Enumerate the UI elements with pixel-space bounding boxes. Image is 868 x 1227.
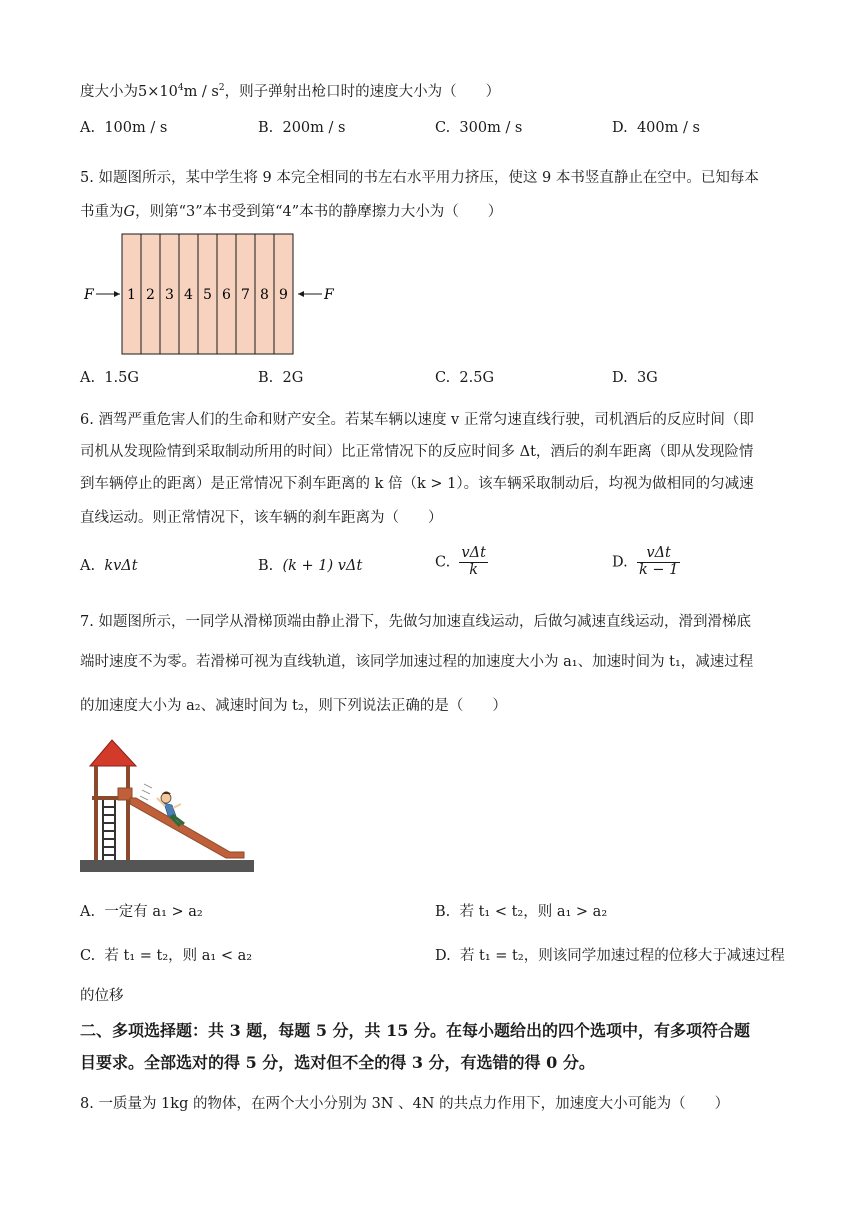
motion-lines (140, 784, 152, 800)
q6-stem-line-1: 6. 酒驾严重危害人们的生命和财产安全。若某车辆以速度 v 正常匀速直线行驶，司机酒后的反应时间（即 (80, 412, 754, 428)
option-letter: B. (258, 120, 274, 136)
book-label: 8 (260, 287, 269, 303)
option-text: 200m / s (282, 120, 346, 136)
q6-stem-line-3: 到车辆停止的距离）是正常情况下刹车距离的 k 倍（k > 1）。该车辆采取制动后，均视为做相同的匀减速 (80, 476, 754, 492)
q6-option-a[interactable] (80, 558, 138, 574)
q8-stem: 8. 一质量为 1kg 的物体，在两个大小分别为 3N 、4N 的共点力作用下，加速度大小可能为（ ） (80, 1096, 730, 1112)
force-label-left: F (84, 287, 94, 303)
slide-roof (90, 740, 136, 766)
option-text: 一定有 a₁ > a₂ (104, 904, 203, 920)
option-letter: A. (80, 558, 96, 574)
fraction (637, 546, 680, 579)
slide-post-left (94, 766, 98, 860)
option-letter: A. (80, 120, 96, 136)
option-letter: B. (435, 904, 451, 920)
fraction-denominator: k − 1 (638, 561, 679, 578)
option-letter: C. (80, 948, 96, 964)
option-text: 若 t₁ = t₂，则 a₁ < a₂ (104, 948, 253, 964)
option-text: (k + 1) vΔt (282, 558, 363, 574)
book-label: 5 (203, 287, 212, 303)
option-text: 3G (636, 370, 658, 386)
q6-option-b[interactable] (258, 558, 362, 574)
book-label: 9 (279, 287, 288, 303)
q4-text-prefix: 度大小为 (80, 84, 138, 100)
q7-option-d-continuation: 的位移 (80, 988, 124, 1004)
slide-surface (130, 798, 244, 858)
option-letter: D. (612, 554, 628, 571)
option-text: 2G (282, 370, 304, 386)
q7-option-c[interactable] (80, 944, 252, 965)
fraction (459, 546, 488, 579)
option-text: 2.5G (459, 370, 495, 386)
q5-option-d[interactable] (612, 370, 658, 386)
book-label: 6 (222, 287, 231, 303)
option-text: 若 t₁ < t₂，则 a₁ > a₂ (459, 904, 608, 920)
q7-option-d[interactable] (435, 944, 785, 965)
option-text: 1.5G (104, 370, 139, 386)
q4-option-c[interactable] (435, 120, 522, 136)
section-heading-line-2: 目要求。全部选对的得 5 分，选对但不全的得 3 分，有选错的得 0 分。 (80, 1053, 595, 1072)
q5-var-g: G (123, 204, 136, 220)
ladder (102, 800, 116, 860)
option-letter: D. (435, 948, 451, 964)
option-letter: C. (435, 370, 451, 386)
q5-stem-line-1: 5. 如题图所示，某中学生将 9 本完全相同的书左右水平用力挤压，使这 9 本书竖直静止在空中。已知每本 (80, 170, 759, 186)
q7-option-b[interactable] (435, 900, 607, 921)
q6-stem-line-2: 司机从发现险情到采取制动所用的时间）比正常情况下的反应时间多 Δt，酒后的刹车距离（即从发现险情 (80, 444, 754, 460)
q4-text-suffix: ，则子弹射出枪口时的速度大小为（ ） (224, 84, 501, 100)
option-letter: D. (612, 370, 628, 386)
slide-post-right (126, 766, 130, 860)
q6-option-d[interactable] (612, 546, 680, 579)
q7-stem-line-3: 的加速度大小为 a₂、减速时间为 t₂，则下列说法正确的是（ ） (80, 698, 507, 714)
q4-option-d[interactable] (612, 120, 700, 136)
book-label: 7 (241, 287, 250, 303)
book-label: 2 (146, 287, 155, 303)
option-letter: C. (435, 554, 451, 571)
book-label: 1 (127, 287, 136, 303)
q5-line2-prefix: 书重为 (80, 204, 124, 220)
fraction-numerator: vΔt (637, 546, 680, 563)
q4-accel-unit-exp: 2 (218, 83, 225, 94)
q5-option-a[interactable] (80, 370, 139, 386)
option-letter: B. (258, 370, 274, 386)
q6-option-c[interactable] (435, 546, 488, 579)
q5-option-c[interactable] (435, 370, 494, 386)
q5-line2-suffix: ，则第“3”本书受到第“4”本书的静摩擦力大小为（ ） (135, 204, 503, 220)
option-text: 100m / s (104, 120, 168, 136)
option-letter: D. (612, 120, 628, 136)
book-label: 4 (184, 287, 193, 303)
option-text: 若 t₁ = t₂，则该同学加速过程的位移大于减速过程 (459, 948, 785, 964)
books-stack (122, 234, 293, 354)
q6-stem-line-4: 直线运动。则正常情况下，该车辆的刹车距离为（ ） (80, 510, 443, 526)
option-letter: C. (435, 120, 451, 136)
fraction-numerator: vΔt (461, 545, 486, 561)
ground (80, 860, 254, 872)
option-text: 300m / s (459, 120, 523, 136)
option-letter: A. (80, 370, 96, 386)
q4-option-a[interactable] (80, 120, 167, 136)
arrow-head-right-icon (298, 291, 304, 297)
q7-stem-line-1: 7. 如题图所示，一同学从滑梯顶端由静止滑下，先做匀加速直线运动，后做匀减速直线运动，滑到滑梯底 (80, 614, 751, 630)
slide-figure (80, 734, 256, 874)
arrow-head-left-icon (114, 291, 120, 297)
section-heading-line-1: 二、多项选择题：共 3 题，每题 5 分，共 15 分。在每小题给出的四个选项中，有多项符合题 (80, 1021, 750, 1040)
q4-accel-exp: 4 (177, 83, 184, 94)
book-label: 3 (165, 287, 174, 303)
option-letter: B. (258, 558, 274, 574)
q5-option-b[interactable] (258, 370, 303, 386)
option-letter: A. (80, 904, 96, 920)
q4-accel-value: 5×10 (138, 84, 178, 100)
books-figure (80, 228, 350, 360)
option-text: 400m / s (636, 120, 700, 136)
force-label-right: F (324, 287, 334, 303)
q4-option-b[interactable] (258, 120, 345, 136)
q7-stem-line-2: 端时速度不为零。若滑梯可视为直线轨道，该同学加速过程的加速度大小为 a₁、加速时间为 t₁，减速过程 (80, 654, 754, 670)
q7-option-a[interactable] (80, 900, 203, 921)
q4-stem-line (80, 80, 500, 101)
q5-stem-line-2 (80, 200, 502, 221)
option-text: kvΔt (104, 558, 138, 574)
fraction-denominator: k (469, 561, 479, 578)
q4-accel-unit: m / s (183, 84, 219, 100)
